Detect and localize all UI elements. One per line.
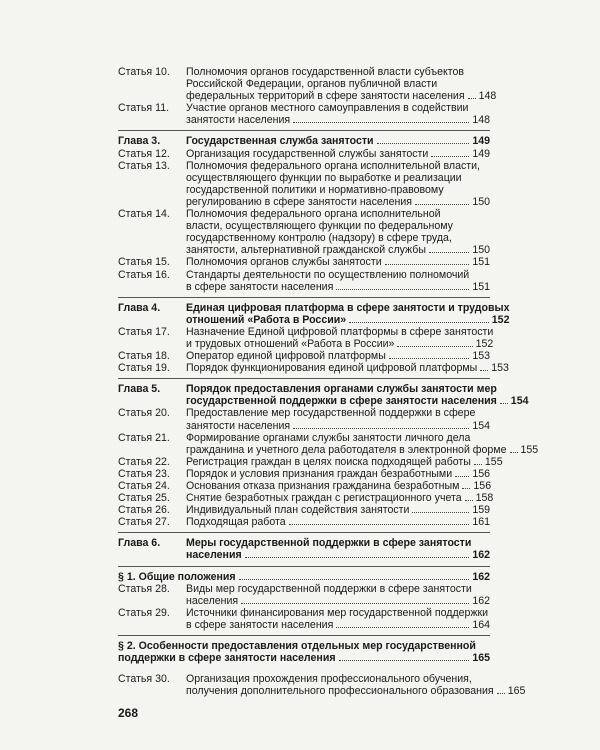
toc-entry-title-line: Источники финансирования мер государственной поддержки [186,606,489,619]
dot-leader [500,403,508,404]
toc-entry-label: Статья 18. [118,350,170,363]
toc-entry-title-line: государственному контролю (надзору) в сфере труда, [186,232,452,245]
toc-entry-title-line: Индивидуальный план содействия занятости [186,504,410,517]
toc-entry-title-line: Стандарты деятельности по осуществлению полномочий [186,268,470,281]
toc-entry-title-line: и трудовых отношений «Работа в России» [186,337,395,350]
toc-entry-title-line: Виды мер государственной поддержки в сфере занятости [186,582,472,595]
toc-entry-title-line: занятости, альтернативной гражданской службы [186,244,426,257]
toc-page-number: 149 [472,147,490,160]
toc-entry-label: Статья 29. [118,606,170,619]
toc-entry-title-line: федеральных территорий в сфере занятости населения [186,90,465,103]
toc-page-number: 156 [472,467,490,480]
toc-entry-title-line: власти, осуществляющего функции по федеральному [186,220,453,233]
dot-leader [245,557,470,558]
toc-entry-label: Статья 25. [118,492,170,505]
toc-article [118,325,494,350]
toc-page-number: 152 [475,337,494,350]
toc-entry-title-line: Назначение Единой цифровой платформы в сфере занятости [186,325,494,338]
toc-page-number: 162 [472,594,490,607]
toc-entry-title-line: занятости населения [186,419,291,432]
toc-entry-title-line: осуществляющего функции по выработке и реализации [186,171,462,184]
toc-entry-title-line: Меры государственной поддержки в сфере занятости [186,537,472,550]
toc-entry-label: Глава 5. [118,383,161,396]
toc-entry-title-line: Порядок функционирования единой цифровой платформы [186,362,478,375]
toc-entry-title-line: Порядок предоставления органами службы занятости мер [186,383,497,396]
toc-section [118,571,490,583]
dot-leader [385,264,470,265]
dot-leader [510,452,518,453]
toc-entry-title-line: Порядок и условия признания граждан безработными [186,467,453,480]
toc-entry-title-line: населения [186,549,242,562]
toc-chapter [118,383,529,408]
toc-page-number: 156 [473,480,492,492]
toc-article [118,516,490,528]
toc-entry-label: Статья 14. [118,208,170,221]
toc-page-number: 158 [475,492,494,505]
toc-entry-label: Статья 19. [118,362,170,375]
dot-leader [293,428,469,429]
toc-chapter [118,537,490,561]
toc-entry-title-line: Снятие безработных граждан с регистрационного учета [186,492,462,505]
toc-entry-title-line: § 2. Особенности предоставления отдельных мер государственной [118,640,476,653]
toc-article [118,455,503,468]
toc-article [118,66,497,103]
section-divider [118,297,490,298]
toc-article [118,492,494,505]
toc-article [118,269,490,293]
toc-entry-label: Статья 22. [118,455,170,468]
toc-page-number: 148 [478,90,497,103]
toc-article [118,583,490,607]
toc-entry-title-line: Основания отказа признания гражданина безработным [186,480,460,492]
toc-page-number: 151 [472,280,490,293]
dot-leader [412,512,469,513]
dot-leader [336,627,469,628]
dot-leader [415,204,469,205]
toc-article [118,208,490,256]
toc-entry-label: Статья 13. [118,159,170,172]
toc-page-number: 159 [472,504,490,517]
toc-article [118,431,539,456]
dot-leader [289,524,470,525]
toc-page-number: 153 [491,362,509,375]
dot-leader [239,579,470,580]
toc-page-number: 162 [472,570,490,583]
dot-leader [336,289,469,290]
toc-entry-label: Статья 17. [118,325,170,338]
toc-article [118,148,490,160]
dot-leader [497,693,505,694]
dot-leader [462,488,470,489]
toc-entry-title-line: в сфере занятости населения [186,618,334,631]
section-divider [118,635,490,636]
dot-leader [397,346,472,347]
toc-page-number: 165 [472,652,490,665]
toc-entry-title-line: Полномочия федерального органа исполнительной [186,208,441,221]
toc-page-number: 164 [472,618,490,631]
toc-entry-title-line: Регистрация граждан в целях поиска подходящей работы [186,455,471,468]
section-divider [118,378,490,379]
dot-leader [241,603,469,604]
toc-entry-label: Статья 27. [118,516,170,529]
toc-entry-label: Статья 12. [118,147,170,160]
toc-article [118,102,490,126]
toc-article [118,607,490,631]
toc-article [118,407,490,431]
toc-article [118,256,490,268]
toc-entry-label: Статья 30. [118,673,170,686]
dot-leader [429,252,469,253]
table-of-contents [118,66,539,698]
toc-entry-title-line: государственной поддержки в сфере занятости населения [186,395,497,408]
toc-page-number: 155 [520,443,539,456]
toc-entry-title-line: Участие органов местного самоуправления в содействии [186,102,469,115]
toc-entry-label: Статья 10. [118,66,170,78]
toc-entry-title-line: занятости населения [186,114,291,127]
toc-entry-title-line: Полномочия органов государственной власти субъектов [186,66,465,78]
toc-entry-title-line: в сфере занятости населения [186,280,334,293]
dot-leader [389,358,470,359]
toc-section [118,640,490,664]
toc-page-number: 154 [472,419,490,432]
toc-entry-title-line: отношений «Работа в России» [186,313,347,326]
toc-page-number: 153 [472,350,490,363]
section-divider [118,566,490,567]
toc-article [118,350,490,362]
section-divider [118,532,490,533]
toc-entry-title-line: Российской Федерации, органов публичной власти [186,78,438,91]
toc-page-number: 151 [472,256,490,269]
toc-article [118,480,490,492]
toc-entry-title-line: Единая цифровая платформа в сфере занятости и трудовых [186,301,510,314]
toc-article [118,160,490,208]
toc-entry-title-line: поддержки в сфере занятости населения [118,652,336,665]
toc-entry-title-line: получения дополнительного профессионального образования [186,685,494,698]
toc-page-number: 162 [472,549,490,562]
dot-leader [468,98,476,99]
toc-entry-title-line: Формирование органами службы занятости личного дела [186,431,471,444]
toc-entry-label: Статья 21. [118,431,170,444]
toc-entry-label: Глава 4. [118,301,161,314]
toc-page-number: 149 [472,135,490,148]
toc-entry-label: Глава 3. [118,135,161,148]
dot-leader [339,660,470,661]
toc-entry-label: Глава 6. [118,537,161,550]
dot-leader [377,143,470,144]
toc-page-number: 152 [491,313,510,326]
toc-entry-title-line: § 1. Общие положения [118,570,236,583]
toc-entry-title-line: Полномочия органов службы занятости [186,256,382,269]
toc-page-number: 155 [484,455,503,468]
toc-page-number: 154 [510,395,529,408]
toc-article [118,362,509,375]
toc-entry-title-line: населения [186,594,239,607]
dot-leader [431,156,469,157]
toc-entry-label: Статья 28. [118,582,170,595]
toc-entry-title-line: Оператор единой цифровой платформы [186,350,386,363]
dot-leader [349,322,489,323]
toc-entry-title-line: гражданина и учетного дела работодателя в электронной форме [186,443,507,456]
section-divider [118,130,490,131]
toc-page-number: 150 [472,244,490,257]
toc-entry-label: Статья 16. [118,268,170,281]
dot-leader [480,370,488,371]
toc-page-number: 150 [472,195,490,208]
toc-entry-title-line: Предоставление мер государственной поддержки в сфере [186,407,476,420]
dot-leader [474,464,482,465]
toc-article [118,468,490,480]
dot-leader [465,500,473,501]
toc-entry-title-line: Полномочия федерального органа исполнительной власти, [186,159,480,172]
toc-article [118,504,490,516]
toc-entry-label: Статья 24. [118,480,170,492]
toc-entry-label: Статья 20. [118,407,170,420]
toc-entry-label: Статья 15. [118,256,170,269]
toc-chapter [118,135,490,147]
toc-page-number: 165 [507,685,526,698]
toc-entry-label: Статья 26. [118,504,170,517]
toc-entry-title-line: Государственная служба занятости [186,135,374,148]
toc-chapter [118,301,510,326]
toc-page-number: 161 [472,516,490,529]
dot-leader [455,476,469,477]
toc-entry-title-line: Организация прохождения профессионального обучения, [186,673,472,686]
dot-leader [293,122,469,123]
toc-entry-title-line: Подходящая работа [186,516,286,529]
toc-entry-label: Статья 11. [118,102,170,115]
toc-entry-title-line: государственной политики и нормативно-правовому [186,183,444,196]
page-number: 268 [118,706,139,720]
toc-entry-title-line: регулированию в сфере занятости населения [186,195,412,208]
toc-page-number: 148 [472,114,490,127]
toc-entry-label: Статья 23. [118,467,170,480]
toc-entry-title-line: Организация государственной службы занятости [186,147,429,160]
toc-article [118,673,526,698]
